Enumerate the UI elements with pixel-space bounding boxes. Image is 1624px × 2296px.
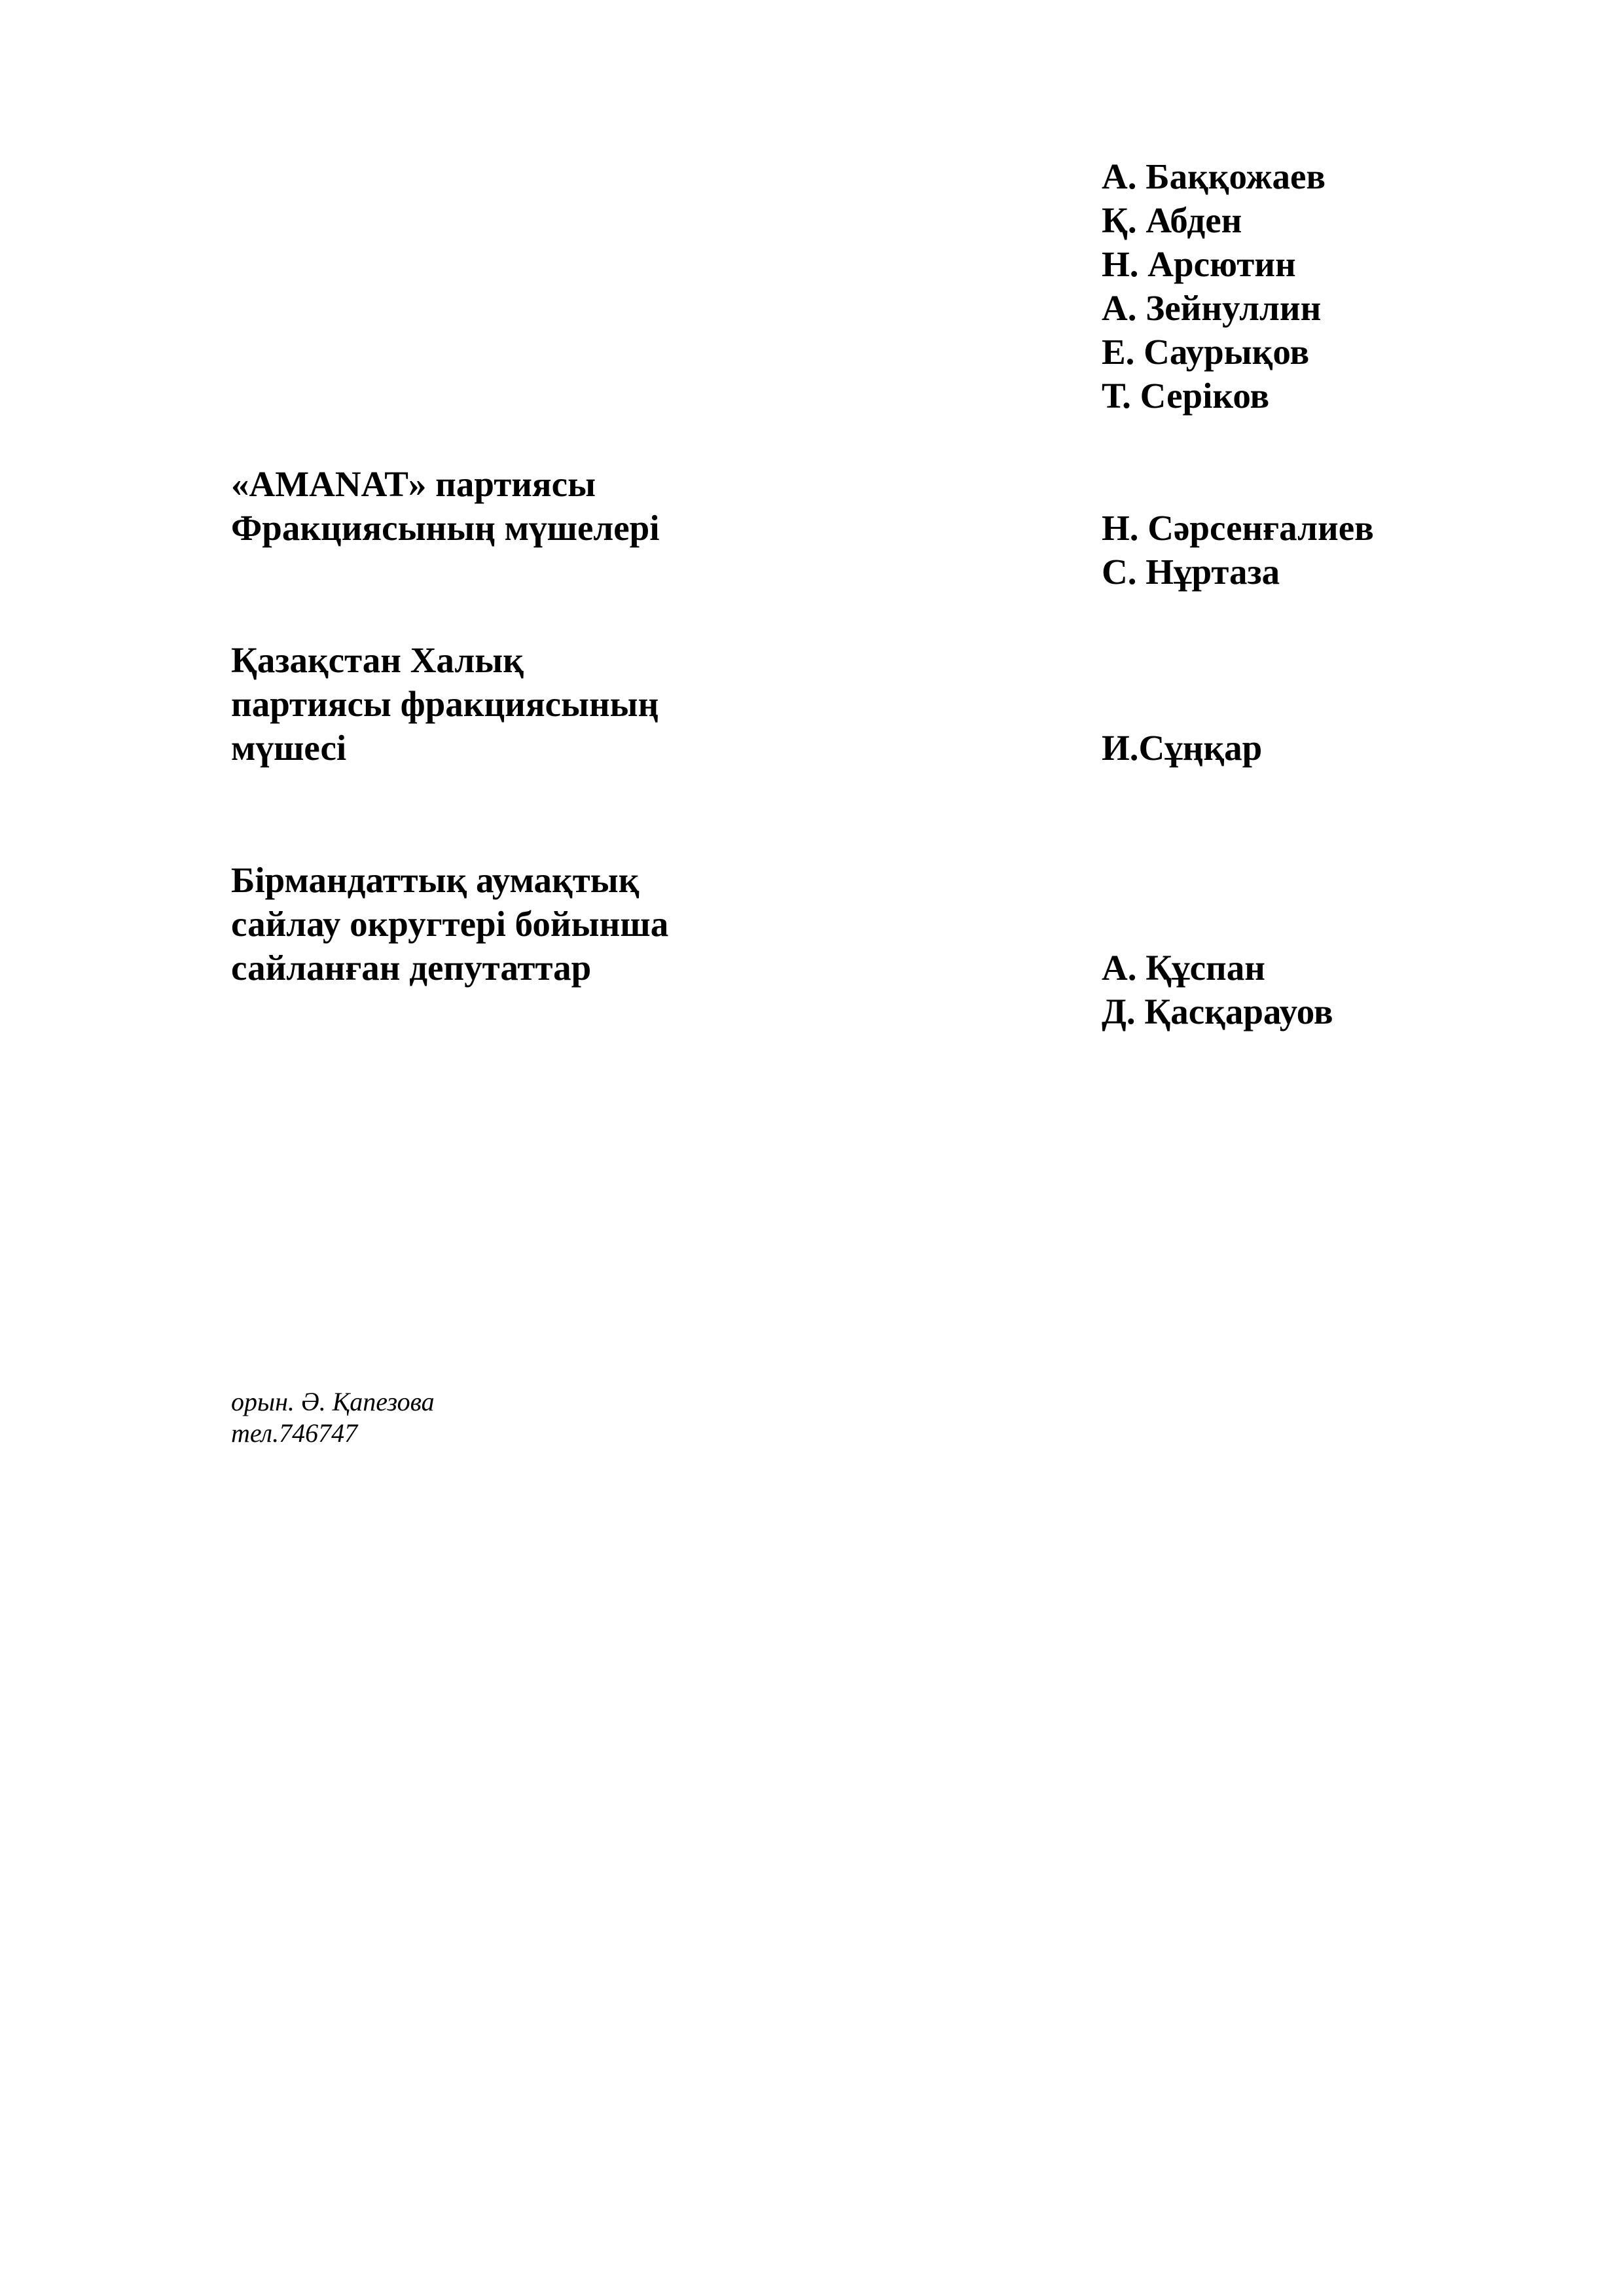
section-label: «AMANAT» партиясы (231, 464, 596, 504)
deputy-name: С. Нұртаза (1102, 552, 1280, 592)
deputy-name: А. Баққожаев (1102, 156, 1326, 196)
deputy-name: Е. Саурықов (1102, 332, 1310, 372)
executor-phone: тел.746747 (231, 1418, 358, 1448)
deputy-name: И.Сұңқар (1102, 728, 1263, 768)
deputy-name: А. Құспан (1102, 948, 1265, 988)
section-label: сайланған депутаттар (231, 948, 592, 988)
deputy-name: Т. Серіков (1102, 376, 1270, 416)
executor-name: орын. Ә. Қапезова (231, 1387, 435, 1416)
deputy-name: Д. Қасқарауов (1102, 992, 1333, 1031)
section-label: мүшесі (231, 728, 347, 768)
section-label: Қазақстан Халық (231, 640, 524, 680)
deputy-name: Қ. Абден (1102, 200, 1242, 240)
deputy-name: А. Зейнуллин (1102, 288, 1322, 328)
section-label: Бірмандаттық аумақтық (231, 860, 640, 900)
section-label: сайлау округтері бойынша (231, 904, 669, 944)
section-label: партиясы фракциясының (231, 684, 659, 724)
section-label: Фракциясының мүшелері (231, 508, 660, 548)
deputy-name: Н. Сәрсенғалиев (1102, 508, 1374, 548)
deputy-name: Н. Арсютин (1102, 244, 1296, 284)
